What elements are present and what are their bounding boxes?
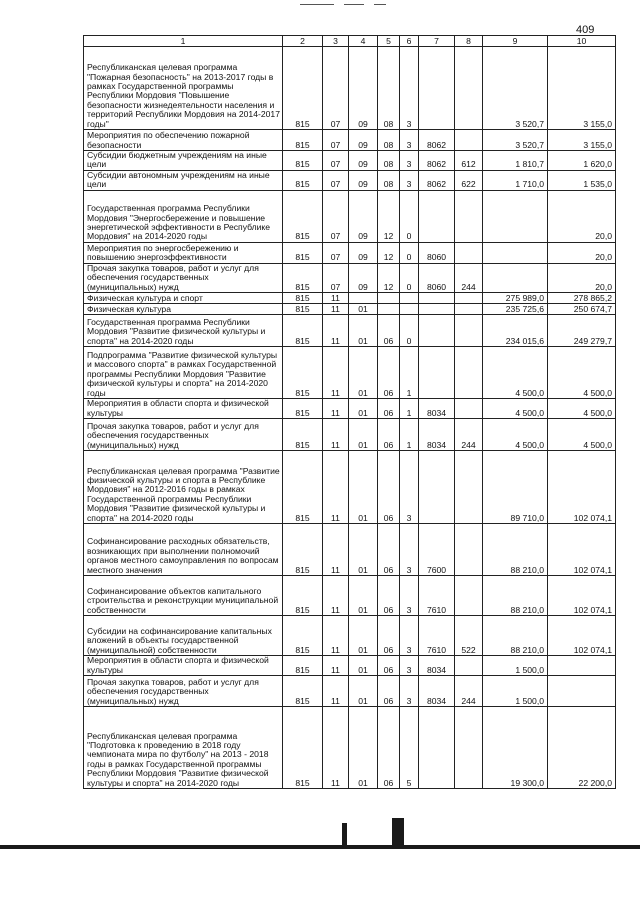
cell-c10: 20,0 xyxy=(548,190,616,242)
row-description: Субсидии бюджетным учреждениям на иные цели xyxy=(84,151,283,171)
cell-c6: 1 xyxy=(400,399,419,419)
cell-c4: 09 xyxy=(349,242,378,263)
cell-c8 xyxy=(455,707,483,789)
cell-c9: 1 710,0 xyxy=(483,170,548,190)
cell-c7 xyxy=(419,293,455,304)
cell-c8 xyxy=(455,524,483,576)
column-header: 6 xyxy=(400,36,419,47)
cell-c10: 20,0 xyxy=(548,263,616,292)
cell-c6: 0 xyxy=(400,315,419,347)
cell-c5: 06 xyxy=(378,676,400,707)
cell-c4: 01 xyxy=(349,419,378,451)
cell-c2: 815 xyxy=(283,304,323,315)
cell-c8: 244 xyxy=(455,263,483,292)
cell-c10: 1 620,0 xyxy=(548,151,616,171)
cell-c10: 102 074,1 xyxy=(548,616,616,656)
row-description: Прочая закупка товаров, работ и услуг для обеспечения государственных (муниципальных) нужд xyxy=(84,419,283,451)
table-row xyxy=(84,707,616,789)
cell-c6: 3 xyxy=(400,451,419,524)
column-header: 2 xyxy=(283,36,323,47)
row-description: Мероприятия в области спорта и физической культуры xyxy=(84,399,283,419)
cell-c6: 3 xyxy=(400,151,419,171)
cell-c5: 12 xyxy=(378,242,400,263)
cell-c4: 01 xyxy=(349,676,378,707)
cell-c4: 01 xyxy=(349,399,378,419)
binding-smudge xyxy=(342,823,347,845)
cell-c7: 8034 xyxy=(419,676,455,707)
cell-c8 xyxy=(455,576,483,616)
row-description: Республиканская целевая программа "Развитие физической культуры и спорта в Республике Мордовия" на 2012-2016 годы в рамках Государственной программы Республики Мордовия "Развитие физической культуры и спорта" на 2014-2020 годы xyxy=(84,451,283,524)
cell-c2: 815 xyxy=(283,130,323,151)
row-description: Софинансирование объектов капитального строительства и реконструкции муниципальной собственности xyxy=(84,576,283,616)
cell-c10: 3 155,0 xyxy=(548,47,616,130)
cell-c9: 88 210,0 xyxy=(483,616,548,656)
cell-c5: 06 xyxy=(378,656,400,676)
cell-c3: 07 xyxy=(323,151,349,171)
row-description: Мероприятия в области спорта и физической культуры xyxy=(84,656,283,676)
cell-c3: 11 xyxy=(323,524,349,576)
cell-c5: 06 xyxy=(378,524,400,576)
cell-c4: 09 xyxy=(349,190,378,242)
table-row xyxy=(84,293,616,304)
cell-c3: 11 xyxy=(323,707,349,789)
cell-c4: 01 xyxy=(349,315,378,347)
cell-c3: 11 xyxy=(323,451,349,524)
cell-c9: 1 810,7 xyxy=(483,151,548,171)
cell-c6: 3 xyxy=(400,576,419,616)
cell-c6: 0 xyxy=(400,263,419,292)
budget-table-container xyxy=(83,35,615,789)
table-row xyxy=(84,130,616,151)
cell-c10: 22 200,0 xyxy=(548,707,616,789)
cell-c5 xyxy=(378,293,400,304)
cell-c8 xyxy=(455,242,483,263)
cell-c6: 3 xyxy=(400,676,419,707)
table-body xyxy=(84,47,616,789)
cell-c6 xyxy=(400,293,419,304)
cell-c10: 1 535,0 xyxy=(548,170,616,190)
cell-c7: 7610 xyxy=(419,576,455,616)
cell-c8 xyxy=(455,656,483,676)
cell-c10: 4 500,0 xyxy=(548,347,616,399)
table-row xyxy=(84,399,616,419)
cell-c8: 244 xyxy=(455,419,483,451)
cell-c10: 4 500,0 xyxy=(548,399,616,419)
column-header: 3 xyxy=(323,36,349,47)
cell-c5: 06 xyxy=(378,315,400,347)
row-description: Республиканская целевая программа "Подготовка к проведению в 2018 году чемпионата мира по футболу" на 2013 - 2018 годы в рамках Государственной программы Республики Мордовия "Развитие физической культуры и спорта" на 2014-2020 годы xyxy=(84,707,283,789)
table-row xyxy=(84,451,616,524)
row-description: Республиканская целевая программа "Пожарная безопасность" на 2013-2017 годы в рамках Государственной программы Республики Мордовия "Повышение безопасности жизнедеятельности населения и территорий Республики Мордовия на 2014-2017 годы" xyxy=(84,47,283,130)
cell-c6: 0 xyxy=(400,242,419,263)
cell-c9: 4 500,0 xyxy=(483,399,548,419)
cell-c2: 815 xyxy=(283,47,323,130)
cell-c3: 11 xyxy=(323,304,349,315)
table-row xyxy=(84,190,616,242)
cell-c5: 12 xyxy=(378,190,400,242)
cell-c7: 8060 xyxy=(419,263,455,292)
cell-c6 xyxy=(400,304,419,315)
cell-c3: 11 xyxy=(323,656,349,676)
cell-c5: 12 xyxy=(378,263,400,292)
cell-c6: 3 xyxy=(400,616,419,656)
row-description: Физическая культура xyxy=(84,304,283,315)
cell-c10: 102 074,1 xyxy=(548,524,616,576)
cell-c5: 06 xyxy=(378,576,400,616)
cell-c4: 01 xyxy=(349,524,378,576)
table-row xyxy=(84,676,616,707)
row-description: Прочая закупка товаров, работ и услуг для обеспечения государственных (муниципальных) нужд xyxy=(84,676,283,707)
cell-c9: 4 500,0 xyxy=(483,419,548,451)
cell-c4: 01 xyxy=(349,347,378,399)
cell-c5: 08 xyxy=(378,47,400,130)
cell-c7: 7600 xyxy=(419,524,455,576)
column-header: 4 xyxy=(349,36,378,47)
cell-c8 xyxy=(455,190,483,242)
cell-c6: 3 xyxy=(400,656,419,676)
cell-c7: 8034 xyxy=(419,399,455,419)
page-number: 409 xyxy=(576,24,595,36)
cell-c9: 4 500,0 xyxy=(483,347,548,399)
table-row xyxy=(84,419,616,451)
cell-c9: 234 015,6 xyxy=(483,315,548,347)
cell-c4: 01 xyxy=(349,656,378,676)
cell-c5: 06 xyxy=(378,419,400,451)
column-header: 1 xyxy=(84,36,283,47)
cell-c8 xyxy=(455,451,483,524)
cell-c6: 3 xyxy=(400,524,419,576)
cell-c7: 7610 xyxy=(419,616,455,656)
cell-c10: 250 674,7 xyxy=(548,304,616,315)
cell-c6: 0 xyxy=(400,190,419,242)
cell-c8 xyxy=(455,304,483,315)
cell-c2: 815 xyxy=(283,151,323,171)
column-header: 5 xyxy=(378,36,400,47)
cell-c10: 102 074,1 xyxy=(548,576,616,616)
row-description: Софинансирование расходных обязательств, возникающих при выполнении полномочий органов местного самоуправления по вопросам местного значения xyxy=(84,524,283,576)
cell-c4: 01 xyxy=(349,616,378,656)
cell-c10: 278 865,2 xyxy=(548,293,616,304)
row-description: Государственная программа Республики Мордовия "Развитие физической культуры и спорта" на 2014-2020 годы xyxy=(84,315,283,347)
cell-c7 xyxy=(419,315,455,347)
binding-smudge xyxy=(392,818,404,845)
cell-c9: 1 500,0 xyxy=(483,656,548,676)
cell-c9: 19 300,0 xyxy=(483,707,548,789)
cell-c2: 815 xyxy=(283,399,323,419)
cell-c6: 3 xyxy=(400,170,419,190)
cell-c5: 06 xyxy=(378,347,400,399)
cell-c8 xyxy=(455,399,483,419)
column-header: 9 xyxy=(483,36,548,47)
cell-c5: 06 xyxy=(378,707,400,789)
cell-c7 xyxy=(419,707,455,789)
cell-c9 xyxy=(483,190,548,242)
cell-c2: 815 xyxy=(283,347,323,399)
cell-c7 xyxy=(419,347,455,399)
cell-c10 xyxy=(548,676,616,707)
cell-c5: 08 xyxy=(378,130,400,151)
cell-c7: 8034 xyxy=(419,419,455,451)
cell-c8 xyxy=(455,315,483,347)
cell-c5: 08 xyxy=(378,151,400,171)
cell-c3: 11 xyxy=(323,676,349,707)
cell-c10: 249 279,7 xyxy=(548,315,616,347)
cell-c7: 8034 xyxy=(419,656,455,676)
cell-c8: 612 xyxy=(455,151,483,171)
table-row xyxy=(84,347,616,399)
cell-c9: 88 210,0 xyxy=(483,524,548,576)
cell-c2: 815 xyxy=(283,576,323,616)
cell-c7: 8060 xyxy=(419,242,455,263)
cell-c5 xyxy=(378,304,400,315)
column-header: 7 xyxy=(419,36,455,47)
cell-c2: 815 xyxy=(283,315,323,347)
column-header: 8 xyxy=(455,36,483,47)
cell-c3: 07 xyxy=(323,170,349,190)
cell-c2: 815 xyxy=(283,616,323,656)
cell-c5: 06 xyxy=(378,399,400,419)
cell-c4 xyxy=(349,293,378,304)
cell-c2: 815 xyxy=(283,656,323,676)
cell-c3: 11 xyxy=(323,315,349,347)
cell-c3: 07 xyxy=(323,130,349,151)
cell-c8: 522 xyxy=(455,616,483,656)
column-header: 10 xyxy=(548,36,616,47)
cell-c2: 815 xyxy=(283,451,323,524)
cell-c6: 3 xyxy=(400,130,419,151)
scan-artifact-top xyxy=(300,4,392,6)
table-row xyxy=(84,170,616,190)
row-description: Мероприятия по энергосбережению и повышению энергоэффективности xyxy=(84,242,283,263)
cell-c3: 11 xyxy=(323,293,349,304)
cell-c9: 275 989,0 xyxy=(483,293,548,304)
cell-c4: 01 xyxy=(349,304,378,315)
cell-c7: 8062 xyxy=(419,130,455,151)
cell-c7 xyxy=(419,451,455,524)
cell-c8 xyxy=(455,347,483,399)
row-description: Мероприятия по обеспечению пожарной безопасности xyxy=(84,130,283,151)
cell-c3: 11 xyxy=(323,347,349,399)
cell-c2: 815 xyxy=(283,263,323,292)
table-header-row xyxy=(84,36,616,47)
cell-c6: 1 xyxy=(400,419,419,451)
cell-c5: 06 xyxy=(378,451,400,524)
cell-c8 xyxy=(455,130,483,151)
cell-c2: 815 xyxy=(283,676,323,707)
cell-c10: 102 074,1 xyxy=(548,451,616,524)
cell-c9: 235 725,6 xyxy=(483,304,548,315)
cell-c4: 09 xyxy=(349,47,378,130)
cell-c3: 11 xyxy=(323,576,349,616)
cell-c6: 1 xyxy=(400,347,419,399)
cell-c2: 815 xyxy=(283,707,323,789)
cell-c3: 07 xyxy=(323,190,349,242)
cell-c9: 1 500,0 xyxy=(483,676,548,707)
table-row xyxy=(84,315,616,347)
cell-c4: 09 xyxy=(349,130,378,151)
cell-c3: 07 xyxy=(323,242,349,263)
cell-c4: 01 xyxy=(349,451,378,524)
cell-c10: 4 500,0 xyxy=(548,419,616,451)
cell-c8 xyxy=(455,293,483,304)
cell-c2: 815 xyxy=(283,190,323,242)
cell-c9: 3 520,7 xyxy=(483,47,548,130)
cell-c3: 11 xyxy=(323,616,349,656)
cell-c2: 815 xyxy=(283,242,323,263)
cell-c7 xyxy=(419,47,455,130)
cell-c2: 815 xyxy=(283,170,323,190)
cell-c9 xyxy=(483,242,548,263)
cell-c3: 07 xyxy=(323,263,349,292)
cell-c2: 815 xyxy=(283,524,323,576)
cell-c3: 11 xyxy=(323,419,349,451)
table-row xyxy=(84,616,616,656)
table-row xyxy=(84,576,616,616)
table-row xyxy=(84,304,616,315)
cell-c4: 09 xyxy=(349,170,378,190)
row-description: Государственная программа Республики Мордовия "Энергосбережение и повышение энергетической эффективности в Республике Мордовия" на 2014-2020 годы xyxy=(84,190,283,242)
cell-c6: 3 xyxy=(400,47,419,130)
cell-c2: 815 xyxy=(283,419,323,451)
cell-c7: 8062 xyxy=(419,170,455,190)
cell-c7: 8062 xyxy=(419,151,455,171)
table-row xyxy=(84,151,616,171)
cell-c4: 01 xyxy=(349,576,378,616)
cell-c3: 07 xyxy=(323,47,349,130)
table-row xyxy=(84,242,616,263)
cell-c6: 5 xyxy=(400,707,419,789)
cell-c8: 622 xyxy=(455,170,483,190)
cell-c3: 11 xyxy=(323,399,349,419)
cell-c4: 09 xyxy=(349,151,378,171)
cell-c7 xyxy=(419,190,455,242)
cell-c10: 20,0 xyxy=(548,242,616,263)
row-description: Прочая закупка товаров, работ и услуг для обеспечения государственных (муниципальных) нужд xyxy=(84,263,283,292)
cell-c9 xyxy=(483,263,548,292)
cell-c7 xyxy=(419,304,455,315)
table-row xyxy=(84,524,616,576)
page-binding-edge xyxy=(0,845,640,849)
cell-c5: 06 xyxy=(378,616,400,656)
cell-c2: 815 xyxy=(283,293,323,304)
table-row xyxy=(84,47,616,130)
budget-allocation-table xyxy=(83,35,616,789)
row-description: Субсидии автономным учреждениям на иные цели xyxy=(84,170,283,190)
cell-c4: 09 xyxy=(349,263,378,292)
table-row xyxy=(84,656,616,676)
table-row xyxy=(84,263,616,292)
cell-c9: 88 210,0 xyxy=(483,576,548,616)
row-description: Подпрограмма "Развитие физической культуры и массового спорта" в рамках Государственной программы Республики Мордовия "Развитие физической культуры и спорта" на 2014-2020 годы xyxy=(84,347,283,399)
cell-c10 xyxy=(548,656,616,676)
cell-c9: 3 520,7 xyxy=(483,130,548,151)
cell-c8 xyxy=(455,47,483,130)
cell-c4: 01 xyxy=(349,707,378,789)
row-description: Физическая культура и спорт xyxy=(84,293,283,304)
cell-c8: 244 xyxy=(455,676,483,707)
cell-c9: 89 710,0 xyxy=(483,451,548,524)
row-description: Субсидии на софинансирование капитальных вложений в объекты государственной (муниципальной) собственности xyxy=(84,616,283,656)
cell-c5: 08 xyxy=(378,170,400,190)
cell-c10: 3 155,0 xyxy=(548,130,616,151)
